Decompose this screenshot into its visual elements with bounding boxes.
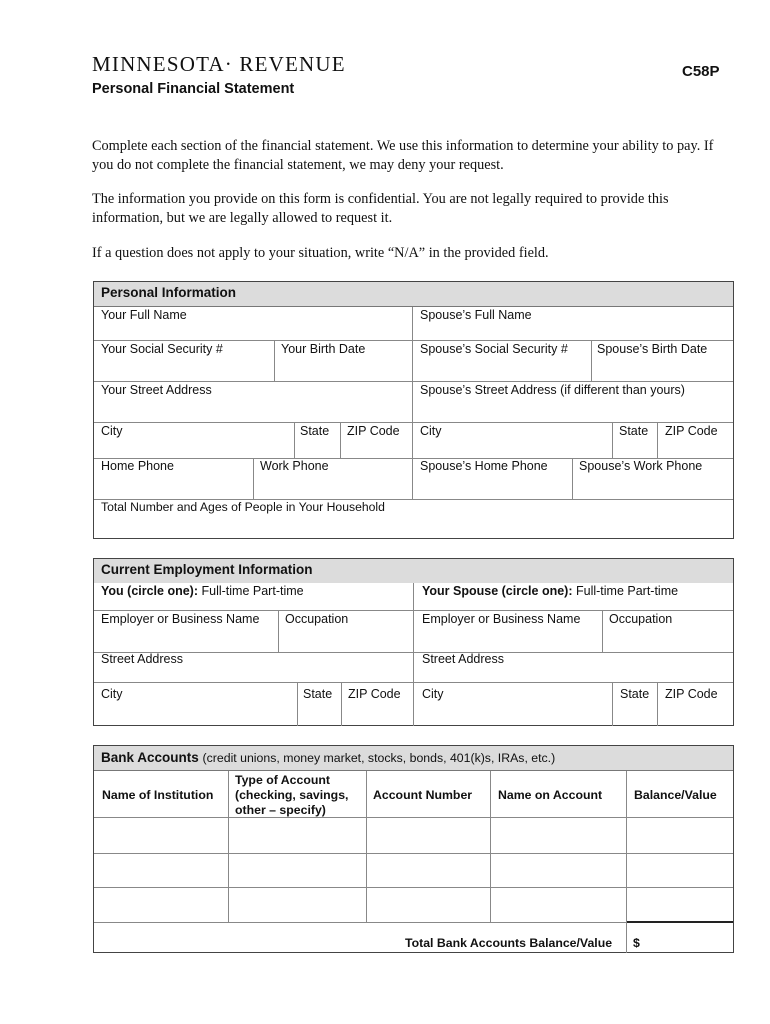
spouse-employer-city-field[interactable]: City: [422, 687, 444, 701]
spouse-ssn-field[interactable]: Spouse’s Social Security #: [420, 342, 568, 356]
intro-paragraph-1: Complete each section of the financial statement. We use this information to determine your ability to pay. If you do not complete the financial statement, we may deny your request.: [92, 138, 714, 173]
spouse-work-phone-field[interactable]: Spouse’s Work Phone: [579, 459, 703, 473]
type-of-account-line-1: Type of Account: [235, 773, 330, 787]
spouse-full-name-field[interactable]: Spouse’s Full Name: [420, 308, 532, 322]
spouse-birth-date-field[interactable]: Spouse’s Birth Date: [597, 342, 708, 356]
your-state-field[interactable]: State: [300, 424, 330, 438]
bank-accounts-heading: [94, 746, 733, 771]
bank-accounts-note: (credit unions, money market, stocks, bonds, 401(k)s, IRAs, etc.): [202, 751, 556, 765]
column-header-name-on-account: Name on Account: [498, 788, 603, 802]
spouse-home-phone-field[interactable]: Spouse’s Home Phone: [420, 459, 548, 473]
type-of-account-line-3: other – specify): [235, 803, 326, 817]
personal-information-section: [93, 281, 734, 539]
spouse-status-options[interactable]: Full-time Part-time: [575, 584, 679, 598]
bank-accounts-title: Bank Accounts: [101, 750, 199, 765]
your-employer-street-field[interactable]: Street Address: [101, 652, 183, 666]
column-header-institution: Name of Institution: [102, 788, 214, 802]
your-birth-date-field[interactable]: Your Birth Date: [281, 342, 366, 356]
spouse-employer-zip-field[interactable]: ZIP Code: [665, 687, 718, 701]
type-of-account-line-2: (checking, savings,: [235, 788, 349, 802]
spouse-city-field[interactable]: City: [420, 424, 442, 438]
employment-section: [93, 558, 734, 726]
your-occupation-field[interactable]: Occupation: [285, 612, 349, 626]
spouse-zip-field[interactable]: ZIP Code: [665, 424, 718, 438]
your-ssn-field[interactable]: Your Social Security #: [101, 342, 223, 356]
bank-accounts-section: [93, 745, 734, 953]
your-employer-state-field[interactable]: State: [303, 687, 333, 701]
spouse-circle-label: Your Spouse (circle one):: [422, 584, 573, 598]
you-circle-label: You (circle one):: [101, 584, 199, 598]
home-phone-field[interactable]: Home Phone: [101, 459, 174, 473]
spouse-employer-state-field[interactable]: State: [620, 687, 650, 701]
your-employer-city-field[interactable]: City: [101, 687, 123, 701]
your-employer-field[interactable]: Employer or Business Name: [101, 612, 260, 626]
column-header-balance: Balance/Value: [634, 788, 717, 802]
form-number: C58P: [682, 63, 720, 80]
column-header-account-number: Account Number: [373, 788, 473, 802]
spouse-occupation-field[interactable]: Occupation: [609, 612, 673, 626]
your-zip-field[interactable]: ZIP Code: [347, 424, 400, 438]
your-employer-zip-field[interactable]: ZIP Code: [348, 687, 401, 701]
your-full-name-field[interactable]: Your Full Name: [101, 308, 187, 322]
spouse-employer-street-field[interactable]: Street Address: [422, 652, 504, 666]
personal-information-heading: Personal Information: [94, 282, 733, 307]
spouse-street-address-field[interactable]: Spouse’s Street Address (if different than yours): [420, 383, 685, 397]
intro-paragraph-3: If a question does not apply to your situation, write “N/A” in the provided field.: [92, 245, 549, 261]
spouse-employer-field[interactable]: Employer or Business Name: [422, 612, 581, 626]
page-title: Personal Financial Statement: [92, 81, 295, 97]
total-bank-accounts-field[interactable]: $: [633, 936, 640, 950]
household-field[interactable]: Total Number and Ages of People in Your Household: [101, 500, 385, 514]
employment-heading: Current Employment Information: [94, 559, 733, 583]
you-status-options[interactable]: Full-time Part-time: [201, 584, 304, 598]
column-header-type-of-account: [235, 773, 348, 818]
your-city-field[interactable]: City: [101, 424, 123, 438]
work-phone-field[interactable]: Work Phone: [260, 459, 329, 473]
spouse-state-field[interactable]: State: [619, 424, 649, 438]
total-bank-accounts-label: Total Bank Accounts Balance/Value: [405, 936, 613, 950]
you-employment-status: [101, 584, 304, 598]
your-street-address-field[interactable]: Your Street Address: [101, 383, 212, 397]
intro-paragraph-2: The information you provide on this form is confidential. You are not legally required to provide this information, but we are legally allowed to request it.: [92, 191, 669, 226]
spouse-employment-status: [422, 584, 678, 598]
minnesota-revenue-logo: MINNESOTA· REVENUE: [92, 52, 346, 76]
